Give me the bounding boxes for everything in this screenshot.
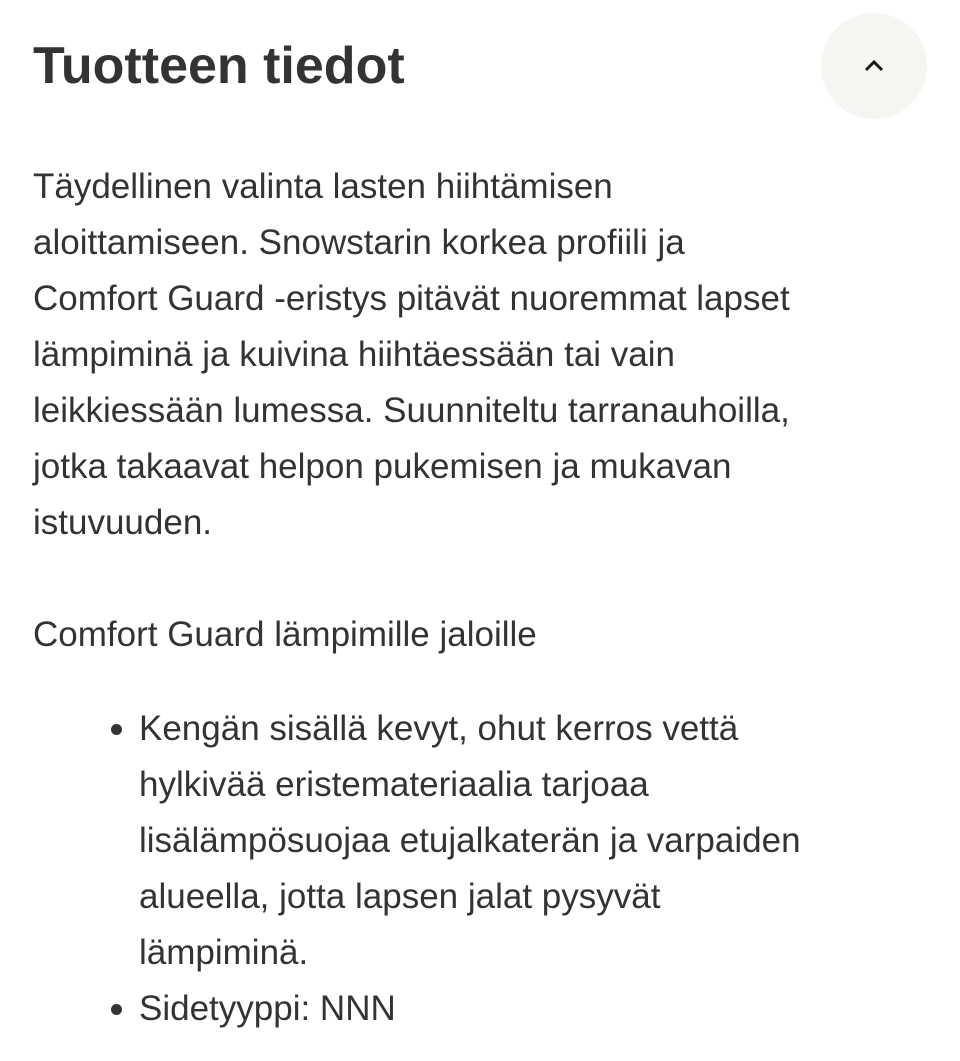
description-line: istuvuuden. (33, 503, 213, 542)
description-line: leikkiessään lumessa. Suunniteltu tarranauhoilla, (33, 391, 790, 430)
list-item (0, 701, 801, 981)
section-title: Tuotteen tiedot (33, 37, 405, 95)
list-item-line: hylkivää eristemateriaalia tarjoaa (139, 765, 649, 804)
list-item-line: alueella, jotta lapsen jalat pysyvät (139, 877, 661, 916)
bullet-icon (111, 724, 122, 735)
product-description (33, 159, 790, 551)
bullet-icon (111, 1004, 122, 1015)
feature-list (0, 701, 801, 1037)
list-item-line: lämpiminä. (139, 933, 309, 972)
chevron-up-icon (862, 58, 886, 74)
description-line: Täydellinen valinta lasten hiihtämisen (33, 167, 613, 206)
list-item (0, 981, 801, 1037)
description-line: aloittamiseen. Snowstarin korkea profiili ja (33, 223, 685, 262)
description-line: Comfort Guard -eristys pitävät nuoremmat lapset (33, 279, 790, 318)
description-line: lämpiminä ja kuivina hiihtäessään tai vain (33, 335, 676, 374)
list-item-line: Kengän sisällä kevyt, ohut kerros vettä (139, 709, 739, 748)
description-line: jotka takaavat helpon pukemisen ja mukavan (33, 447, 732, 486)
list-item-line: Sidetyyppi: NNN (139, 989, 396, 1028)
collapse-section-button[interactable] (821, 13, 927, 119)
feature-subheading: Comfort Guard lämpimille jaloille (33, 615, 537, 654)
list-item-line: lisälämpösuojaa etujalkaterän ja varpaiden (139, 821, 801, 860)
